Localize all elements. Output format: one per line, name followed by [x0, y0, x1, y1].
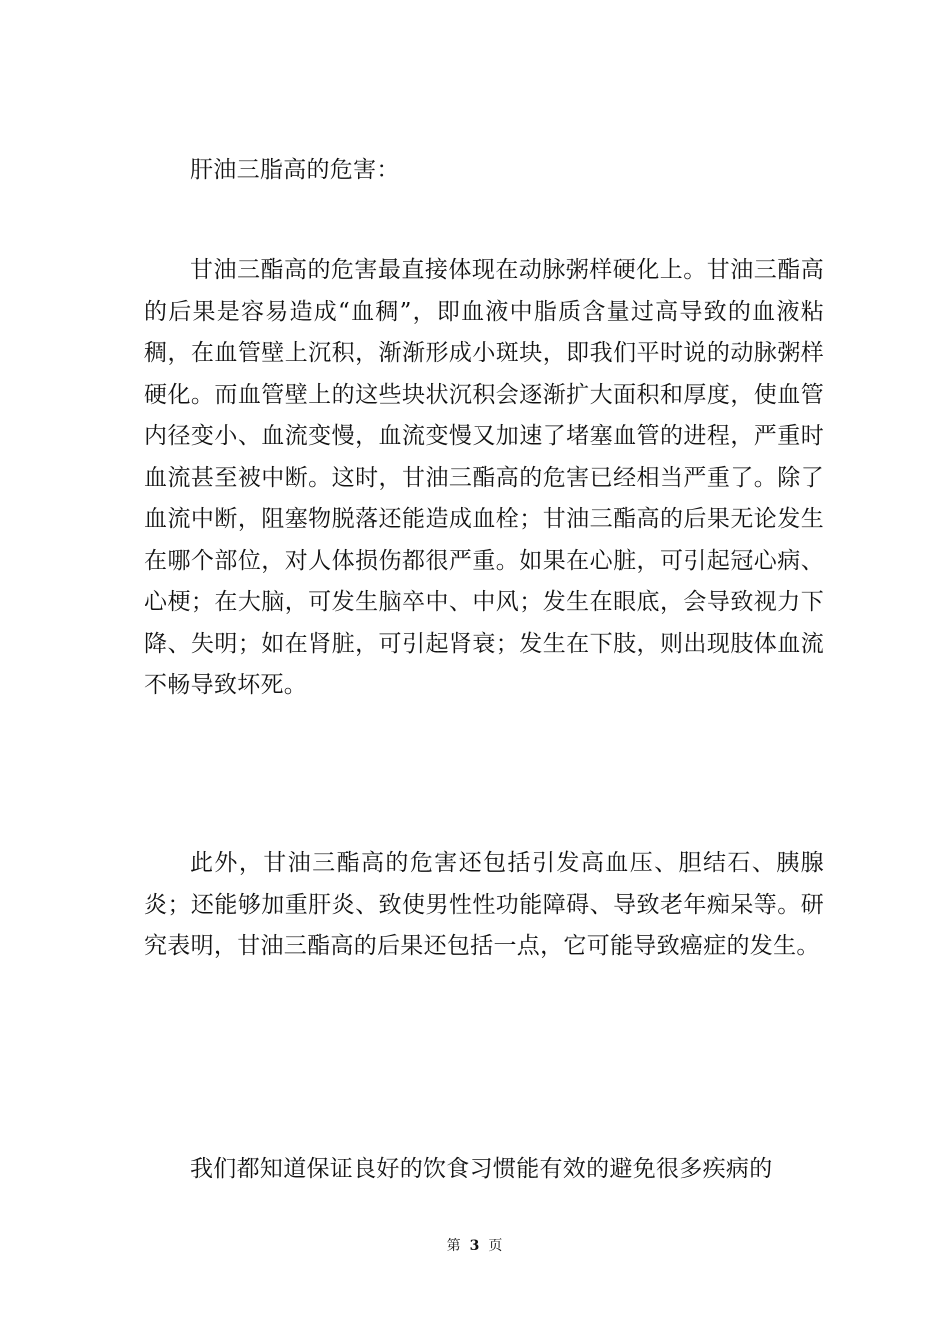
- paragraph-3: 我们都知道保证良好的饮食习惯能有效的避免很多疾病的: [190, 1156, 773, 1182]
- paragraph-1: 甘油三酯高的危害最直接体现在动脉粥样硬化上。甘油三酯高的后果是容易造成“血稠”，即血液中脂质含量过高导致的血液粘稠，在血管壁上沉积，渐渐形成小斑块，即我们平时说的动脉粥样硬化。而血管壁上的这些块状沉积会逐渐扩大面积和厚度，使血管内径变小、血流变慢，血流变慢又加速了堵塞血管的进程，严重时血流甚至被中断。这时，甘油三酯高的危害已经相当严重了。除了血流中断，阻塞物脱落还能造成血栓；甘油三酯高的后果无论发生在哪个部位，对人体损伤都很严重。如果在心脏，可引起冠心病、心梗；在大脑，可发生脑卒中、中风；发生在眼底，会导致视力下降、失明；如在肾脏，可引起肾衰；发生在下肢，则出现肢体血流不畅导致坏死。: [144, 257, 824, 698]
- footer-suffix: 页: [488, 1238, 504, 1254]
- page-number: 3: [469, 1238, 481, 1254]
- paragraph-2: 此外，甘油三酯高的危害还包括引发高血压、胆结石、胰腺炎；还能够加重肝炎、致使男性性功能障碍、导致老年痴呆等。研究表明，甘油三酯高的后果还包括一点，它可能导致癌症的发生。: [144, 850, 824, 959]
- page-footer: [0, 1236, 950, 1256]
- footer-prefix: 第: [446, 1238, 462, 1254]
- section-heading: 肝油三脂高的危害：: [190, 157, 400, 183]
